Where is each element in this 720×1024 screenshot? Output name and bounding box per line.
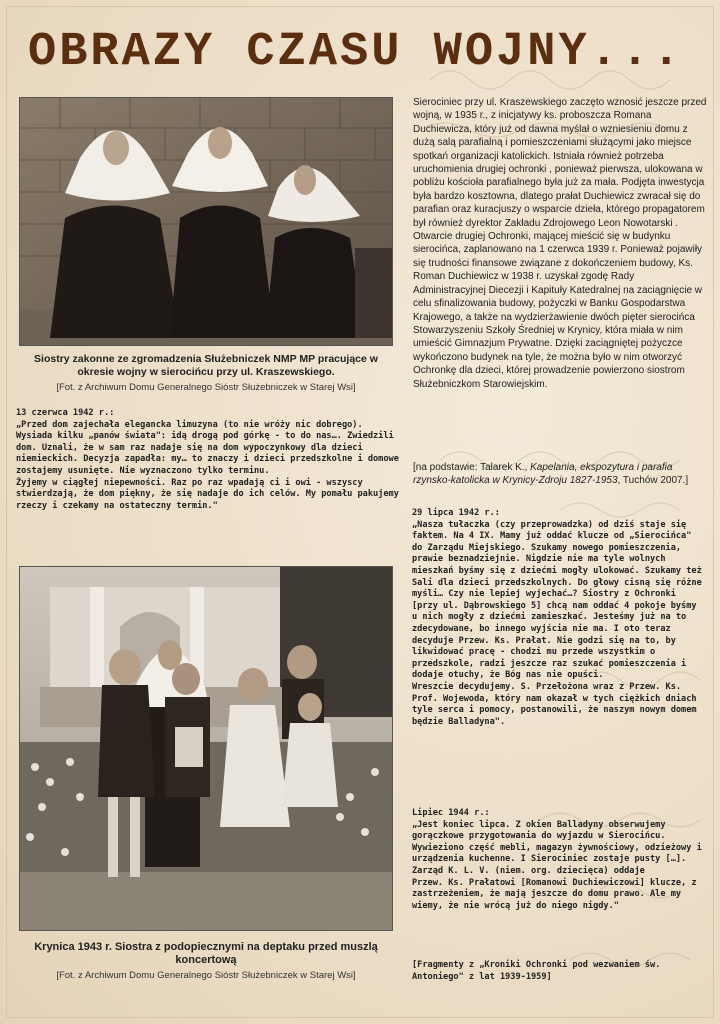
chronicle-source: [Fragmenty z „Kroniki Ochronki pod wezwaniem św. Antoniego" z lat 1939-1959] [412, 960, 666, 982]
photo-nuns [19, 97, 393, 346]
chronicle-entry-2 [412, 508, 702, 728]
entry-1-text: „Przed dom zajechała elegancka limuzyna (to nie wróży nic dobrego). Wysiada kilku „panów świata": idą drogą pod górkę - to do nas…. Zwiedzili dom. Uznali, że w sam raz nadaje się na dom wypoczynkowy dla dzieci niemieckich. Decyzja zapadła: my… to znaczy i dzieci przedszkolne i domowe zostajemy usunięte. Nie wyznaczono tylko terminu. Żyjemy w ciągłej niepewności. Raz po raz wpadają ci i owi - wszyscy stwierdzają, że dom piękny, że się nadaje do ich celów. My pomału pakujemy rzeczy i czekamy na ostateczny termin." [16, 419, 399, 511]
entry-3-date: Lipiec 1944 r.: [412, 808, 490, 818]
page-title: OBRAZY CZASU WOJNY... [28, 26, 684, 79]
history-source-prefix: [na podstawie: Talarek K., [413, 462, 531, 473]
photo-children-caption-block [20, 941, 392, 982]
history-text: Sierociniec przy ul. Kraszewskiego zaczęto wznosić jeszcze przed wojną, w 1935 r., z inicjatywy ks. proboszcza Romana Duchiewicza, który już od dawna myślał o wzniesieniu domu z dużą salą parafialną i pomieszczeniami służącymi jako miejsce spotkań organizacji katolickich. Istniała również potrzeba uruchomienia drugiej ochronki , ponieważ pierwsza, ulokowana w pobliżu kościoła parafialnego była już za mała. Podjęta inwestycja była bardzo kosztowna, dlatego prałat Duchiewicz zwracał się do parafian oraz kuracjuszy o wsparcie dzieła, którego propagatorem był również dyrektor Zakładu Zdrojowego Leon Nowotarski . Otwarcie drugiej Ochronki, mającej mieścić się w budynku sierocińca, zaplanowano na 1 czerwca 1939 r. Ponieważ pojawiły się trudności finansowe związane z dokończeniem budowy, Ks. Roman Duchiewicz w 1938 r. uzyskał zgodę Rady Administracyjnej Diecezji i Kapituły Katedralnej na zaciągnięcie w celu sfinalizowania budowy, pożyczki w Banku Gospodarstwa Krajowego, a także na wydzierżawienie dwóch pięter sierocińca Stowarzyszeniu Szkoły Średniej w Krynicy, która miała w nim umieścić Gimnazjum Prywatne. Dzięki zaciągniętej pożyczce wykończono budynek na tyle, że można było w nim otworzyć Ochronkę dla dzieci, której prowadzenie powierzono siostrom Służebniczkom Starowiejskim. [413, 97, 707, 390]
entry-2-date: 29 lipca 1942 r.: [412, 508, 500, 518]
entry-1-date: 13 czerwca 1942 r.: [16, 408, 115, 418]
chronicle-entry-1 [16, 408, 400, 512]
entry-3-text: „Jest koniec lipca. Z okien Balladyny obserwujemy gorączkowe przygotowania do wyjazdu w Sierocińcu. Wywieziono część mebli, magazyn żywnościowy, odzieżowy i urządzenia kuchenne. I Sierociniec zostaje pusty […]. Zarząd K. L. V. (niem. org. dziecięca) oddaje Przew. Ks. Prałatowi [Romanowi Duchiewiczowi] klucze, z zastrzeżeniem, że mają jeszcze do domu prawo. Ale my wiemy, że nie wrócą już do niego nigdy." [412, 819, 702, 911]
history-source-suffix: , Tuchów 2007.] [617, 475, 689, 487]
photo-nuns-caption: Siostry zakonne ze zgromadzenia Służebniczek NMP MP pracujące w okresie wojny w sierocińcu przy ul. Kraszewskiego. [34, 353, 378, 378]
photo-nuns-source: [Fot. z Archiwum Domu Generalnego Sióstr Służebniczek w Starej Wsi] [56, 382, 356, 393]
photo-nuns-caption-block [20, 353, 392, 394]
chronicle-entry-3 [412, 808, 702, 912]
photo-children-source: [Fot. z Archiwum Domu Generalnego Sióstr Służebniczek w Starej Wsi] [56, 970, 356, 981]
entry-2-text: „Nasza tułaczka (czy przeprowadzka) od dziś staje się faktem. Na 4 IX. Mamy już oddać klucze od „Sierocińca" do Zarządu Miejskiego. Szukamy nowego pomieszczenia, prawie beznadziejnie. Nigdzie nie ma tyle wolnych mieszkań byśmy się z dziećmi mogły ulokować. Szukamy też Sali dla dzieci przedszkolnych. Do głowy cisną się różne myśli… Czy nie lepiej wyjechać…? Siostry z Ochronki [przy ul. Dąbrowskiego 5] chcą nam oddać 4 pokoje byśmy u nich mogły z dziećmi zamieszkać. Jesteśmy już na to zdecydowane, bo innego wyjścia nie ma. I oto teraz decyduje Przew. Ks. Prałat. Nie godzi się na to, by likwidować pracę - chodzi mu przede wszystkim o przedszkole, radzi jeszcze raz szukać pomieszczenia i dodaje otuchy, że Bóg nas nie opuści. Wreszcie decydujemy. S. Przełożona wraz z Przew. Ks. Prof. Wojewoda, który nam okazał w tych ciężkich dniach tyle serca i pomocy, postanowili, że naszym nowym domem będzie Balladyna". [412, 519, 702, 727]
photo-children [19, 566, 393, 931]
history-source [413, 461, 711, 488]
history-source-title: Kapelania, ekspozytura i parafia rzynsko-katolicka w Krynicy-Zdroju 1827-1953 [413, 462, 673, 487]
photo-children-caption: Krynica 1943 r. Siostra z podopiecznymi na deptaku przed muszlą koncertową [34, 941, 378, 966]
